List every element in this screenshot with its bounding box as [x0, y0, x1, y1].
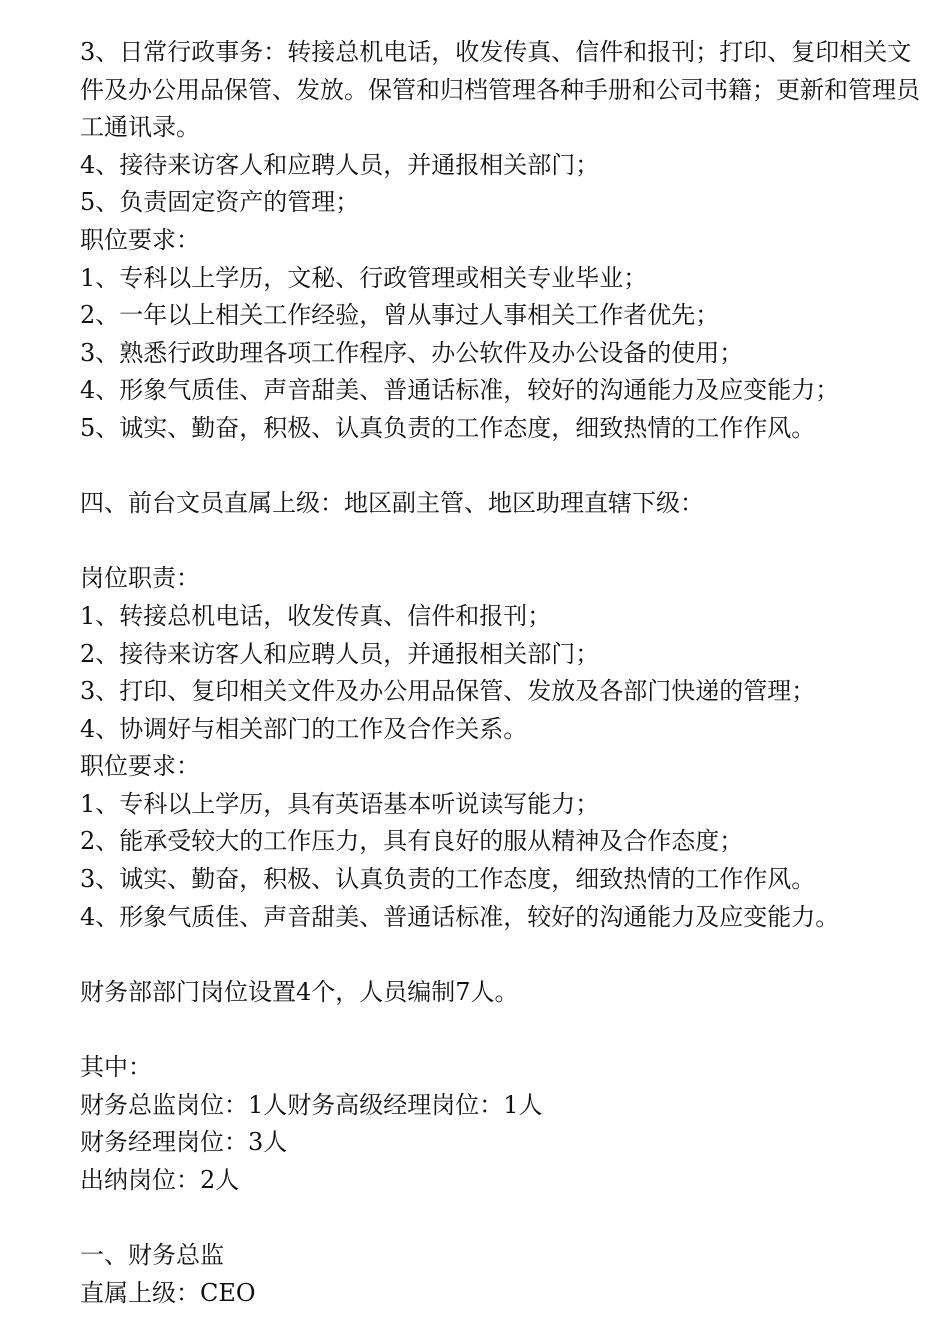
heading-job-requirements: 职位要求：	[80, 752, 200, 781]
cfo-reports-to: 直属上级：CEO	[80, 1278, 256, 1307]
blank-line	[80, 448, 920, 486]
paragraph-admin-duty-5: 5、负责固定资产的管理；	[80, 188, 360, 217]
paragraph-admin-duty-3: 3、日常行政事务：转接总机电话，收发传真、信件和报刊；打印、复印相关文件及办公用品保管、发放。保管和归档管理各种手册和公司书籍；更新和管理员工通讯录。	[80, 38, 920, 142]
blank-line	[80, 1011, 920, 1049]
document-body	[80, 34, 920, 1312]
requirement-item-3: 3、熟悉行政助理各项工作程序、办公软件及办公设备的使用；	[80, 338, 744, 367]
duty-item-4: 4、协调好与相关部门的工作及合作关系。	[80, 714, 528, 743]
finance-position-line-1: 财务总监岗位：1人财务高级经理岗位：1人	[80, 1090, 543, 1119]
blank-line	[80, 936, 920, 974]
blank-line	[80, 523, 920, 561]
duty-item-2: 2、接待来访客人和应聘人员，并通报相关部门；	[80, 639, 600, 668]
requirement-item-2: 2、能承受较大的工作压力，具有良好的服从精神及合作态度；	[80, 827, 744, 856]
requirement-item-2: 2、一年以上相关工作经验，曾从事过人事相关工作者优先；	[80, 301, 720, 330]
requirement-item-1: 1、专科以上学历，具有英语基本听说读写能力；	[80, 789, 600, 818]
finance-breakdown-heading: 其中：	[80, 1053, 152, 1082]
finance-position-line-3: 出纳岗位：2人	[80, 1165, 240, 1194]
finance-position-line-2: 财务经理岗位：3人	[80, 1128, 288, 1157]
blank-line	[80, 1199, 920, 1237]
section-heading-cfo: 一、财务总监	[80, 1241, 224, 1269]
requirement-item-4: 4、形象气质佳、声音甜美、普通话标准，较好的沟通能力及应变能力；	[80, 376, 840, 405]
requirement-item-4: 4、形象气质佳、声音甜美、普通话标准，较好的沟通能力及应变能力。	[80, 902, 840, 931]
requirement-item-3: 3、诚实、勤奋，积极、认真负责的工作态度，细致热情的工作作风。	[80, 865, 816, 894]
section-heading-receptionist: 四、前台文员直属上级：地区副主管、地区助理直辖下级：	[80, 489, 704, 518]
finance-dept-summary: 财务部部门岗位设置4个，人员编制7人。	[80, 977, 519, 1006]
duty-item-1: 1、转接总机电话，收发传真、信件和报刊；	[80, 601, 552, 630]
heading-job-requirements: 职位要求：	[80, 225, 200, 254]
duty-item-3: 3、打印、复印相关文件及办公用品保管、发放及各部门快递的管理；	[80, 677, 816, 706]
heading-job-duties: 岗位职责：	[80, 564, 200, 593]
requirement-item-1: 1、专科以上学历，文秘、行政管理或相关专业毕业；	[80, 263, 648, 292]
paragraph-admin-duty-4: 4、接待来访客人和应聘人员，并通报相关部门；	[80, 150, 600, 179]
requirement-item-5: 5、诚实、勤奋，积极、认真负责的工作态度，细致热情的工作作风。	[80, 413, 816, 442]
